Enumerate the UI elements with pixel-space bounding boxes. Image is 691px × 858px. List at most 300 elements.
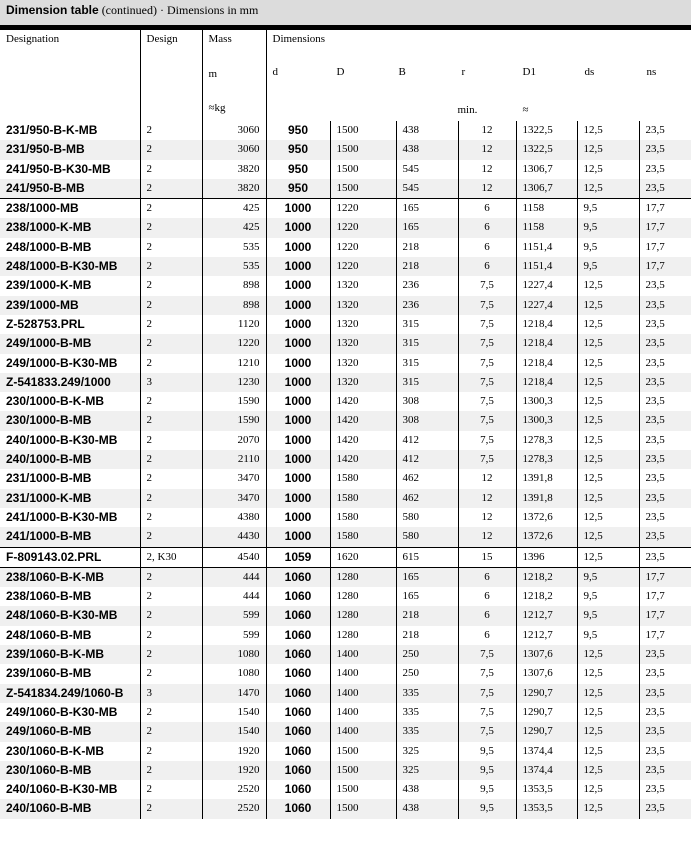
- cell-B: 218: [396, 606, 458, 625]
- cell-D1: 1322,5: [516, 140, 577, 159]
- cell-D1: 1391,8: [516, 469, 577, 488]
- cell-design: 2: [140, 489, 202, 508]
- cell-design: 3: [140, 684, 202, 703]
- cell-design: 2: [140, 606, 202, 625]
- cell-d: 1000: [266, 315, 330, 334]
- cell-design: 2: [140, 296, 202, 315]
- cell-r: 7,5: [458, 334, 516, 353]
- cell-designation: 241/1000-B-MB: [0, 527, 140, 547]
- cell-mass: 2070: [202, 431, 266, 450]
- cell-B: 325: [396, 742, 458, 761]
- table-title-suffix: (continued) · Dimensions in mm: [98, 3, 259, 17]
- cell-designation: 241/1000-B-K30-MB: [6, 509, 118, 524]
- cell-ds: 12,5: [577, 780, 639, 799]
- cell-B: 250: [396, 664, 458, 683]
- cell-D1: 1218,4: [516, 334, 577, 353]
- cell-designation: 248/1060-B-K30-MB: [0, 606, 140, 625]
- cell-D: 1280: [330, 587, 396, 606]
- cell-design: 2: [140, 761, 202, 780]
- cell-ns: 17,7: [639, 218, 691, 237]
- cell-ns: 23,5: [639, 140, 691, 159]
- cell-r: 7,5: [458, 354, 516, 373]
- cell-designation: 248/1060-B-MB: [6, 627, 92, 642]
- cell-B: 315: [396, 373, 458, 392]
- cell-ns: 23,5: [639, 527, 691, 547]
- cell-design: 2: [140, 780, 202, 799]
- cell-D1: 1227,4: [516, 296, 577, 315]
- cell-B: 315: [396, 315, 458, 334]
- cell-design: 2: [140, 238, 202, 257]
- cell-ds: 12,5: [577, 664, 639, 683]
- cell-D: 1500: [330, 780, 396, 799]
- cell-designation: 239/1000-MB: [0, 296, 140, 315]
- cell-ns: 17,7: [639, 257, 691, 276]
- table-row: [0, 431, 691, 450]
- cell-d: 1000: [266, 257, 330, 276]
- cell-mass: 444: [202, 587, 266, 606]
- cell-ds: 12,5: [577, 450, 639, 469]
- table-row: [0, 199, 691, 219]
- cell-B: 236: [396, 296, 458, 315]
- cell-d: 1059: [266, 547, 330, 567]
- table-row: [0, 489, 691, 508]
- table-row: [0, 742, 691, 761]
- cell-D: 1400: [330, 684, 396, 703]
- cell-ns: 23,5: [639, 799, 691, 818]
- cell-r: 6: [458, 257, 516, 276]
- cell-mass: 4540: [202, 547, 266, 567]
- cell-design: 2: [140, 392, 202, 411]
- table-row: [0, 296, 691, 315]
- cell-ds: 12,5: [577, 703, 639, 722]
- cell-ds: 12,5: [577, 508, 639, 527]
- cell-mass: 1080: [202, 645, 266, 664]
- table-row: [0, 450, 691, 469]
- cell-B: 315: [396, 334, 458, 353]
- cell-B: 335: [396, 703, 458, 722]
- cell-mass: 1220: [202, 334, 266, 353]
- cell-D: 1420: [330, 392, 396, 411]
- cell-r: 9,5: [458, 761, 516, 780]
- cell-design: 2: [140, 742, 202, 761]
- cell-mass: 1210: [202, 354, 266, 373]
- cell-design: 2: [140, 587, 202, 606]
- cell-mass: 3470: [202, 469, 266, 488]
- cell-ds: 12,5: [577, 179, 639, 199]
- table-row: [0, 140, 691, 159]
- cell-B: 335: [396, 684, 458, 703]
- cell-B: 308: [396, 411, 458, 430]
- cell-D: 1280: [330, 626, 396, 645]
- cell-designation: 248/1000-B-K30-MB: [0, 257, 140, 276]
- cell-D1: 1353,5: [516, 799, 577, 818]
- cell-ns: 23,5: [639, 373, 691, 392]
- table-row: [0, 587, 691, 606]
- header-col-D: D: [336, 66, 345, 78]
- cell-D1: 1307,6: [516, 664, 577, 683]
- cell-ns: 23,5: [639, 722, 691, 741]
- cell-D1: 1372,6: [516, 508, 577, 527]
- cell-design: 2: [140, 276, 202, 295]
- cell-d: 1060: [266, 664, 330, 683]
- cell-mass: 2520: [202, 780, 266, 799]
- cell-mass: 4430: [202, 527, 266, 547]
- cell-d: 1060: [266, 780, 330, 799]
- cell-ds: 12,5: [577, 722, 639, 741]
- cell-r: 12: [458, 527, 516, 547]
- cell-r: 7,5: [458, 296, 516, 315]
- cell-D: 1220: [330, 218, 396, 237]
- cell-d: 950: [266, 121, 330, 140]
- cell-D1: 1218,4: [516, 354, 577, 373]
- cell-ns: 23,5: [639, 508, 691, 527]
- cell-D: 1220: [330, 238, 396, 257]
- cell-D: 1400: [330, 645, 396, 664]
- cell-design: 2: [140, 354, 202, 373]
- cell-d: 1060: [266, 645, 330, 664]
- cell-B: 250: [396, 645, 458, 664]
- cell-ns: 23,5: [639, 684, 691, 703]
- cell-ds: 12,5: [577, 469, 639, 488]
- cell-D: 1420: [330, 450, 396, 469]
- cell-design: 2: [140, 140, 202, 159]
- cell-designation: 239/1060-B-MB: [6, 666, 92, 681]
- header-mass: Mass m ≈kg: [202, 30, 266, 121]
- cell-r: 12: [458, 160, 516, 179]
- cell-designation: 241/950-B-K30-MB: [6, 161, 111, 176]
- dimension-table: [0, 30, 691, 819]
- cell-mass: 2520: [202, 799, 266, 818]
- cell-B: 335: [396, 722, 458, 741]
- cell-D: 1400: [330, 722, 396, 741]
- cell-mass: 1230: [202, 373, 266, 392]
- cell-ns: 23,5: [639, 121, 691, 140]
- cell-ds: 12,5: [577, 684, 639, 703]
- cell-ds: 9,5: [577, 626, 639, 645]
- table-row: [0, 547, 691, 567]
- cell-design: 2, K30: [140, 547, 202, 567]
- cell-mass: 1920: [202, 742, 266, 761]
- cell-r: 12: [458, 140, 516, 159]
- table-row: [0, 469, 691, 488]
- cell-designation: 231/950-B-K-MB: [6, 123, 98, 137]
- cell-D: 1580: [330, 508, 396, 527]
- cell-B: 462: [396, 489, 458, 508]
- cell-design: 2: [140, 469, 202, 488]
- cell-D1: 1307,6: [516, 645, 577, 664]
- cell-ds: 12,5: [577, 799, 639, 818]
- cell-D1: 1306,7: [516, 160, 577, 179]
- cell-mass: 1590: [202, 392, 266, 411]
- cell-r: 12: [458, 469, 516, 488]
- cell-mass: 898: [202, 296, 266, 315]
- table-row: [0, 411, 691, 430]
- cell-ds: 12,5: [577, 354, 639, 373]
- cell-r: 15: [458, 547, 516, 567]
- cell-mass: 425: [202, 199, 266, 219]
- cell-d: 1000: [266, 469, 330, 488]
- cell-r: 12: [458, 508, 516, 527]
- cell-ds: 9,5: [577, 257, 639, 276]
- cell-B: 165: [396, 567, 458, 587]
- cell-B: 218: [396, 257, 458, 276]
- cell-r: 6: [458, 238, 516, 257]
- cell-mass: 4380: [202, 508, 266, 527]
- cell-D1: 1218,2: [516, 587, 577, 606]
- cell-B: 412: [396, 431, 458, 450]
- cell-ns: 17,7: [639, 587, 691, 606]
- cell-designation: 238/1000-MB: [0, 199, 140, 219]
- cell-d: 1000: [266, 354, 330, 373]
- cell-B: 438: [396, 140, 458, 159]
- header-col-D1: D1: [522, 66, 536, 78]
- cell-D1: 1218,4: [516, 373, 577, 392]
- table-title: Dimension table: [6, 3, 99, 17]
- cell-mass: 599: [202, 626, 266, 645]
- cell-ns: 23,5: [639, 392, 691, 411]
- cell-designation: 240/1000-B-MB: [0, 450, 140, 469]
- cell-ds: 9,5: [577, 218, 639, 237]
- header-col-d: d: [272, 66, 278, 78]
- cell-mass: 1540: [202, 722, 266, 741]
- cell-mass: 425: [202, 218, 266, 237]
- cell-ns: 23,5: [639, 179, 691, 199]
- cell-D: 1500: [330, 761, 396, 780]
- table-row: [0, 373, 691, 392]
- cell-D1: 1227,4: [516, 276, 577, 295]
- cell-D1: 1396: [516, 547, 577, 567]
- cell-ds: 12,5: [577, 334, 639, 353]
- cell-D: 1500: [330, 140, 396, 159]
- table-row: [0, 703, 691, 722]
- cell-D: 1580: [330, 489, 396, 508]
- cell-design: 2: [140, 160, 202, 179]
- cell-r: 9,5: [458, 780, 516, 799]
- cell-d: 950: [266, 140, 330, 159]
- cell-ns: 23,5: [639, 469, 691, 488]
- cell-d: 1060: [266, 742, 330, 761]
- cell-r: 7,5: [458, 431, 516, 450]
- cell-D1: 1212,7: [516, 606, 577, 625]
- table-row: [0, 218, 691, 237]
- cell-designation: 240/1000-B-K30-MB: [6, 432, 118, 447]
- table-row: [0, 722, 691, 741]
- table-row: [0, 257, 691, 276]
- cell-r: 6: [458, 626, 516, 645]
- cell-ns: 23,5: [639, 411, 691, 430]
- cell-ns: 23,5: [639, 547, 691, 567]
- cell-r: 12: [458, 179, 516, 199]
- cell-D1: 1353,5: [516, 780, 577, 799]
- cell-D1: 1300,3: [516, 392, 577, 411]
- cell-ds: 12,5: [577, 742, 639, 761]
- cell-r: 6: [458, 606, 516, 625]
- cell-D1: 1322,5: [516, 121, 577, 140]
- cell-D: 1500: [330, 160, 396, 179]
- table-row: [0, 334, 691, 353]
- cell-designation: 230/1000-B-K-MB: [6, 394, 105, 409]
- table-row: [0, 392, 691, 411]
- cell-design: 2: [140, 199, 202, 219]
- cell-r: 7,5: [458, 645, 516, 664]
- header-col-B: B: [398, 66, 406, 78]
- cell-d: 1000: [266, 276, 330, 295]
- cell-D: 1320: [330, 276, 396, 295]
- cell-d: 1000: [266, 431, 330, 450]
- cell-D: 1580: [330, 469, 396, 488]
- cell-D1: 1300,3: [516, 411, 577, 430]
- cell-ns: 23,5: [639, 489, 691, 508]
- cell-mass: 1080: [202, 664, 266, 683]
- cell-r: 7,5: [458, 450, 516, 469]
- table-row: [0, 684, 691, 703]
- cell-D1: 1278,3: [516, 450, 577, 469]
- cell-ds: 12,5: [577, 276, 639, 295]
- cell-ns: 17,7: [639, 606, 691, 625]
- cell-D1: 1290,7: [516, 703, 577, 722]
- cell-B: 236: [396, 276, 458, 295]
- cell-design: 2: [140, 799, 202, 818]
- header-mass-unit: ≈kg: [208, 102, 226, 114]
- cell-B: 462: [396, 469, 458, 488]
- cell-design: 2: [140, 645, 202, 664]
- cell-ns: 23,5: [639, 160, 691, 179]
- cell-d: 1060: [266, 799, 330, 818]
- table-row: [0, 179, 691, 199]
- cell-D1: 1374,4: [516, 742, 577, 761]
- cell-D1: 1306,7: [516, 179, 577, 199]
- table-row: [0, 799, 691, 818]
- cell-designation: 249/1060-B-K30-MB: [6, 704, 118, 719]
- cell-r: 9,5: [458, 799, 516, 818]
- cell-r: 6: [458, 587, 516, 606]
- cell-D: 1500: [330, 742, 396, 761]
- cell-design: 2: [140, 431, 202, 450]
- cell-mass: 898: [202, 276, 266, 295]
- cell-ns: 23,5: [639, 742, 691, 761]
- cell-r: 7,5: [458, 664, 516, 683]
- cell-ns: 23,5: [639, 296, 691, 315]
- table-row: [0, 354, 691, 373]
- cell-design: 2: [140, 450, 202, 469]
- cell-B: 412: [396, 450, 458, 469]
- cell-D: 1220: [330, 257, 396, 276]
- cell-ns: 23,5: [639, 645, 691, 664]
- cell-D: 1500: [330, 121, 396, 140]
- cell-r: 12: [458, 121, 516, 140]
- cell-ds: 9,5: [577, 199, 639, 219]
- cell-r: 7,5: [458, 315, 516, 334]
- cell-designation: 230/1000-B-MB: [0, 411, 140, 430]
- cell-D: 1220: [330, 199, 396, 219]
- cell-d: 1060: [266, 722, 330, 741]
- cell-D: 1280: [330, 606, 396, 625]
- cell-design: 2: [140, 508, 202, 527]
- header-d1-approx: ≈: [522, 104, 529, 116]
- cell-r: 7,5: [458, 392, 516, 411]
- cell-ds: 12,5: [577, 431, 639, 450]
- cell-d: 1000: [266, 296, 330, 315]
- cell-designation: 240/1060-B-K30-MB: [6, 782, 118, 797]
- table-row: [0, 761, 691, 780]
- cell-ds: 12,5: [577, 373, 639, 392]
- cell-d: 1000: [266, 508, 330, 527]
- table-row: [0, 508, 691, 527]
- cell-D1: 1218,4: [516, 315, 577, 334]
- cell-d: 1000: [266, 411, 330, 430]
- cell-D1: 1374,4: [516, 761, 577, 780]
- cell-mass: 3060: [202, 140, 266, 159]
- cell-designation: 231/1000-B-MB: [6, 471, 92, 486]
- table-row: [0, 780, 691, 799]
- cell-D: 1400: [330, 703, 396, 722]
- header-col-r: r: [461, 66, 466, 78]
- cell-r: 6: [458, 199, 516, 219]
- cell-B: 438: [396, 799, 458, 818]
- cell-d: 1000: [266, 238, 330, 257]
- header-col-ns: ns: [646, 66, 657, 78]
- cell-mass: 535: [202, 257, 266, 276]
- cell-designation: 239/1060-B-K-MB: [0, 645, 140, 664]
- table-body: [0, 121, 691, 819]
- cell-ns: 23,5: [639, 664, 691, 683]
- cell-B: 438: [396, 780, 458, 799]
- cell-D1: 1372,6: [516, 527, 577, 547]
- cell-D1: 1158: [516, 199, 577, 219]
- cell-ds: 12,5: [577, 121, 639, 140]
- cell-ns: 23,5: [639, 431, 691, 450]
- cell-ns: 17,7: [639, 567, 691, 587]
- cell-r: 6: [458, 567, 516, 587]
- cell-ds: 12,5: [577, 547, 639, 567]
- cell-d: 1000: [266, 373, 330, 392]
- cell-d: 1000: [266, 527, 330, 547]
- cell-D: 1320: [330, 296, 396, 315]
- cell-design: 2: [140, 527, 202, 547]
- cell-designation: 241/950-B-MB: [0, 179, 140, 199]
- cell-mass: 1590: [202, 411, 266, 430]
- cell-design: 2: [140, 722, 202, 741]
- cell-D1: 1290,7: [516, 722, 577, 741]
- cell-ds: 12,5: [577, 761, 639, 780]
- cell-design: 2: [140, 334, 202, 353]
- cell-mass: 3820: [202, 160, 266, 179]
- cell-B: 580: [396, 508, 458, 527]
- cell-ds: 12,5: [577, 160, 639, 179]
- cell-mass: 1920: [202, 761, 266, 780]
- cell-ds: 9,5: [577, 238, 639, 257]
- cell-designation: 238/1060-B-K-MB: [0, 567, 140, 587]
- cell-designation: Z-541834.249/1060-B: [0, 684, 140, 703]
- cell-designation: 238/1060-B-MB: [6, 589, 92, 604]
- cell-mass: 2110: [202, 450, 266, 469]
- cell-D: 1320: [330, 315, 396, 334]
- cell-d: 1000: [266, 199, 330, 219]
- cell-B: 315: [396, 354, 458, 373]
- cell-design: 2: [140, 567, 202, 587]
- table-row: [0, 567, 691, 587]
- cell-D: 1320: [330, 373, 396, 392]
- cell-D1: 1290,7: [516, 684, 577, 703]
- cell-d: 1000: [266, 450, 330, 469]
- header-dimensions: Dimensions d D B r min. D1 ≈ ds ns: [266, 30, 691, 121]
- cell-B: 218: [396, 626, 458, 645]
- cell-designation: 230/1060-B-K-MB: [6, 743, 105, 758]
- cell-design: 2: [140, 626, 202, 645]
- cell-B: 580: [396, 527, 458, 547]
- cell-designation: F-809143.02.PRL: [0, 547, 140, 567]
- table-row: [0, 664, 691, 683]
